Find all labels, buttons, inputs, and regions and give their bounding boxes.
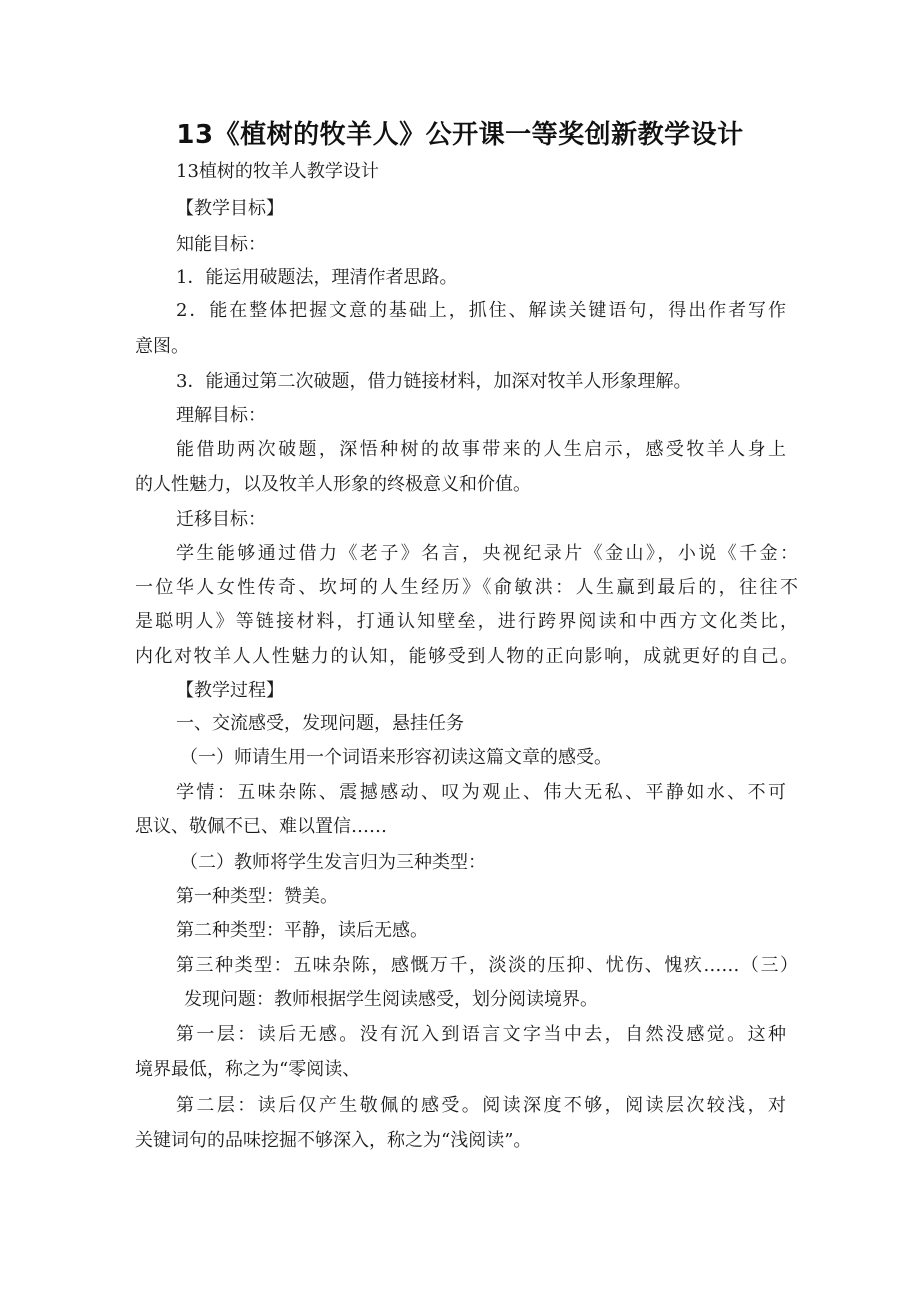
text-line: 发现问题：教师根据学生阅读感受，划分阅读境界。 <box>184 989 598 1010</box>
text-line: （一）师请生用一个词语来形容初读这篇文章的感受。 <box>180 747 612 768</box>
section-heading-process: 【教学过程】 <box>176 680 284 701</box>
text-line: 第三种类型：五味杂陈，感慨万千，淡淡的压抑、忧伤、愧疚……（三） <box>176 955 798 976</box>
text-line: 3．能通过第二次破题，借力链接材料，加深对牧羊人形象理解。 <box>176 371 692 392</box>
text-line: 理解目标： <box>176 405 266 426</box>
text-line: 2．能在整体把握文意的基础上，抓住、解读关键语句，得出作者写作 <box>176 300 786 321</box>
document-title: 13《植树的牧羊人》公开课一等奖创新教学设计 <box>176 120 744 150</box>
text-line: 境界最低，称之为“零阅读、 <box>135 1059 361 1080</box>
text-line: 思议、敬佩不已、难以置信…… <box>135 816 387 837</box>
text-line: 学生能够通过借力《老子》名言，央视纪录片《金山》，小说《千金： <box>176 543 798 564</box>
text-line: 迁移目标： <box>176 509 266 530</box>
section-heading-objectives: 【教学目标】 <box>176 198 284 219</box>
text-line: 的人性魅力，以及牧羊人形象的终极意义和价值。 <box>135 474 531 495</box>
text-line: 一位华人女性传奇、坎坷的人生经历》《俞敏洪：人生赢到最后的，往往不 <box>135 577 798 598</box>
text-line: 能借助两次破题，深悟种树的故事带来的人生启示，感受牧羊人身上 <box>176 439 786 460</box>
text-line: （二）教师将学生发言归为三种类型： <box>180 852 486 873</box>
text-line: 内化对牧羊人人性魅力的认知，能够受到人物的正向影响，成就更好的自己。 <box>135 646 798 667</box>
text-line: 学情：五味杂陈、震撼感动、叹为观止、伟大无私、平静如水、不可 <box>176 782 786 803</box>
text-line: 是聪明人》等链接材料，打通认知壁垒，进行跨界阅读和中西方文化类比， <box>135 611 798 632</box>
subtitle-line: 13植树的牧羊人教学设计 <box>176 161 379 182</box>
text-line: 意图。 <box>135 336 189 357</box>
text-line: 第一种类型：赞美。 <box>176 886 338 907</box>
text-line: 第二层：读后仅产生敬佩的感受。阅读深度不够，阅读层次较浅，对 <box>176 1095 786 1116</box>
text-line: 第二种类型：平静，读后无感。 <box>176 920 428 941</box>
text-line: 知能目标： <box>176 234 266 255</box>
text-line: 第一层：读后无感。没有沉入到语言文字当中去，自然没感觉。这种 <box>176 1024 786 1045</box>
text-line: 一、交流感受，发现问题，悬挂任务 <box>176 713 464 734</box>
text-line: 关键词句的品味挖掘不够深入，称之为“浅阅读”。 <box>135 1130 532 1151</box>
text-line: 1．能运用破题法，理清作者思路。 <box>176 267 458 288</box>
